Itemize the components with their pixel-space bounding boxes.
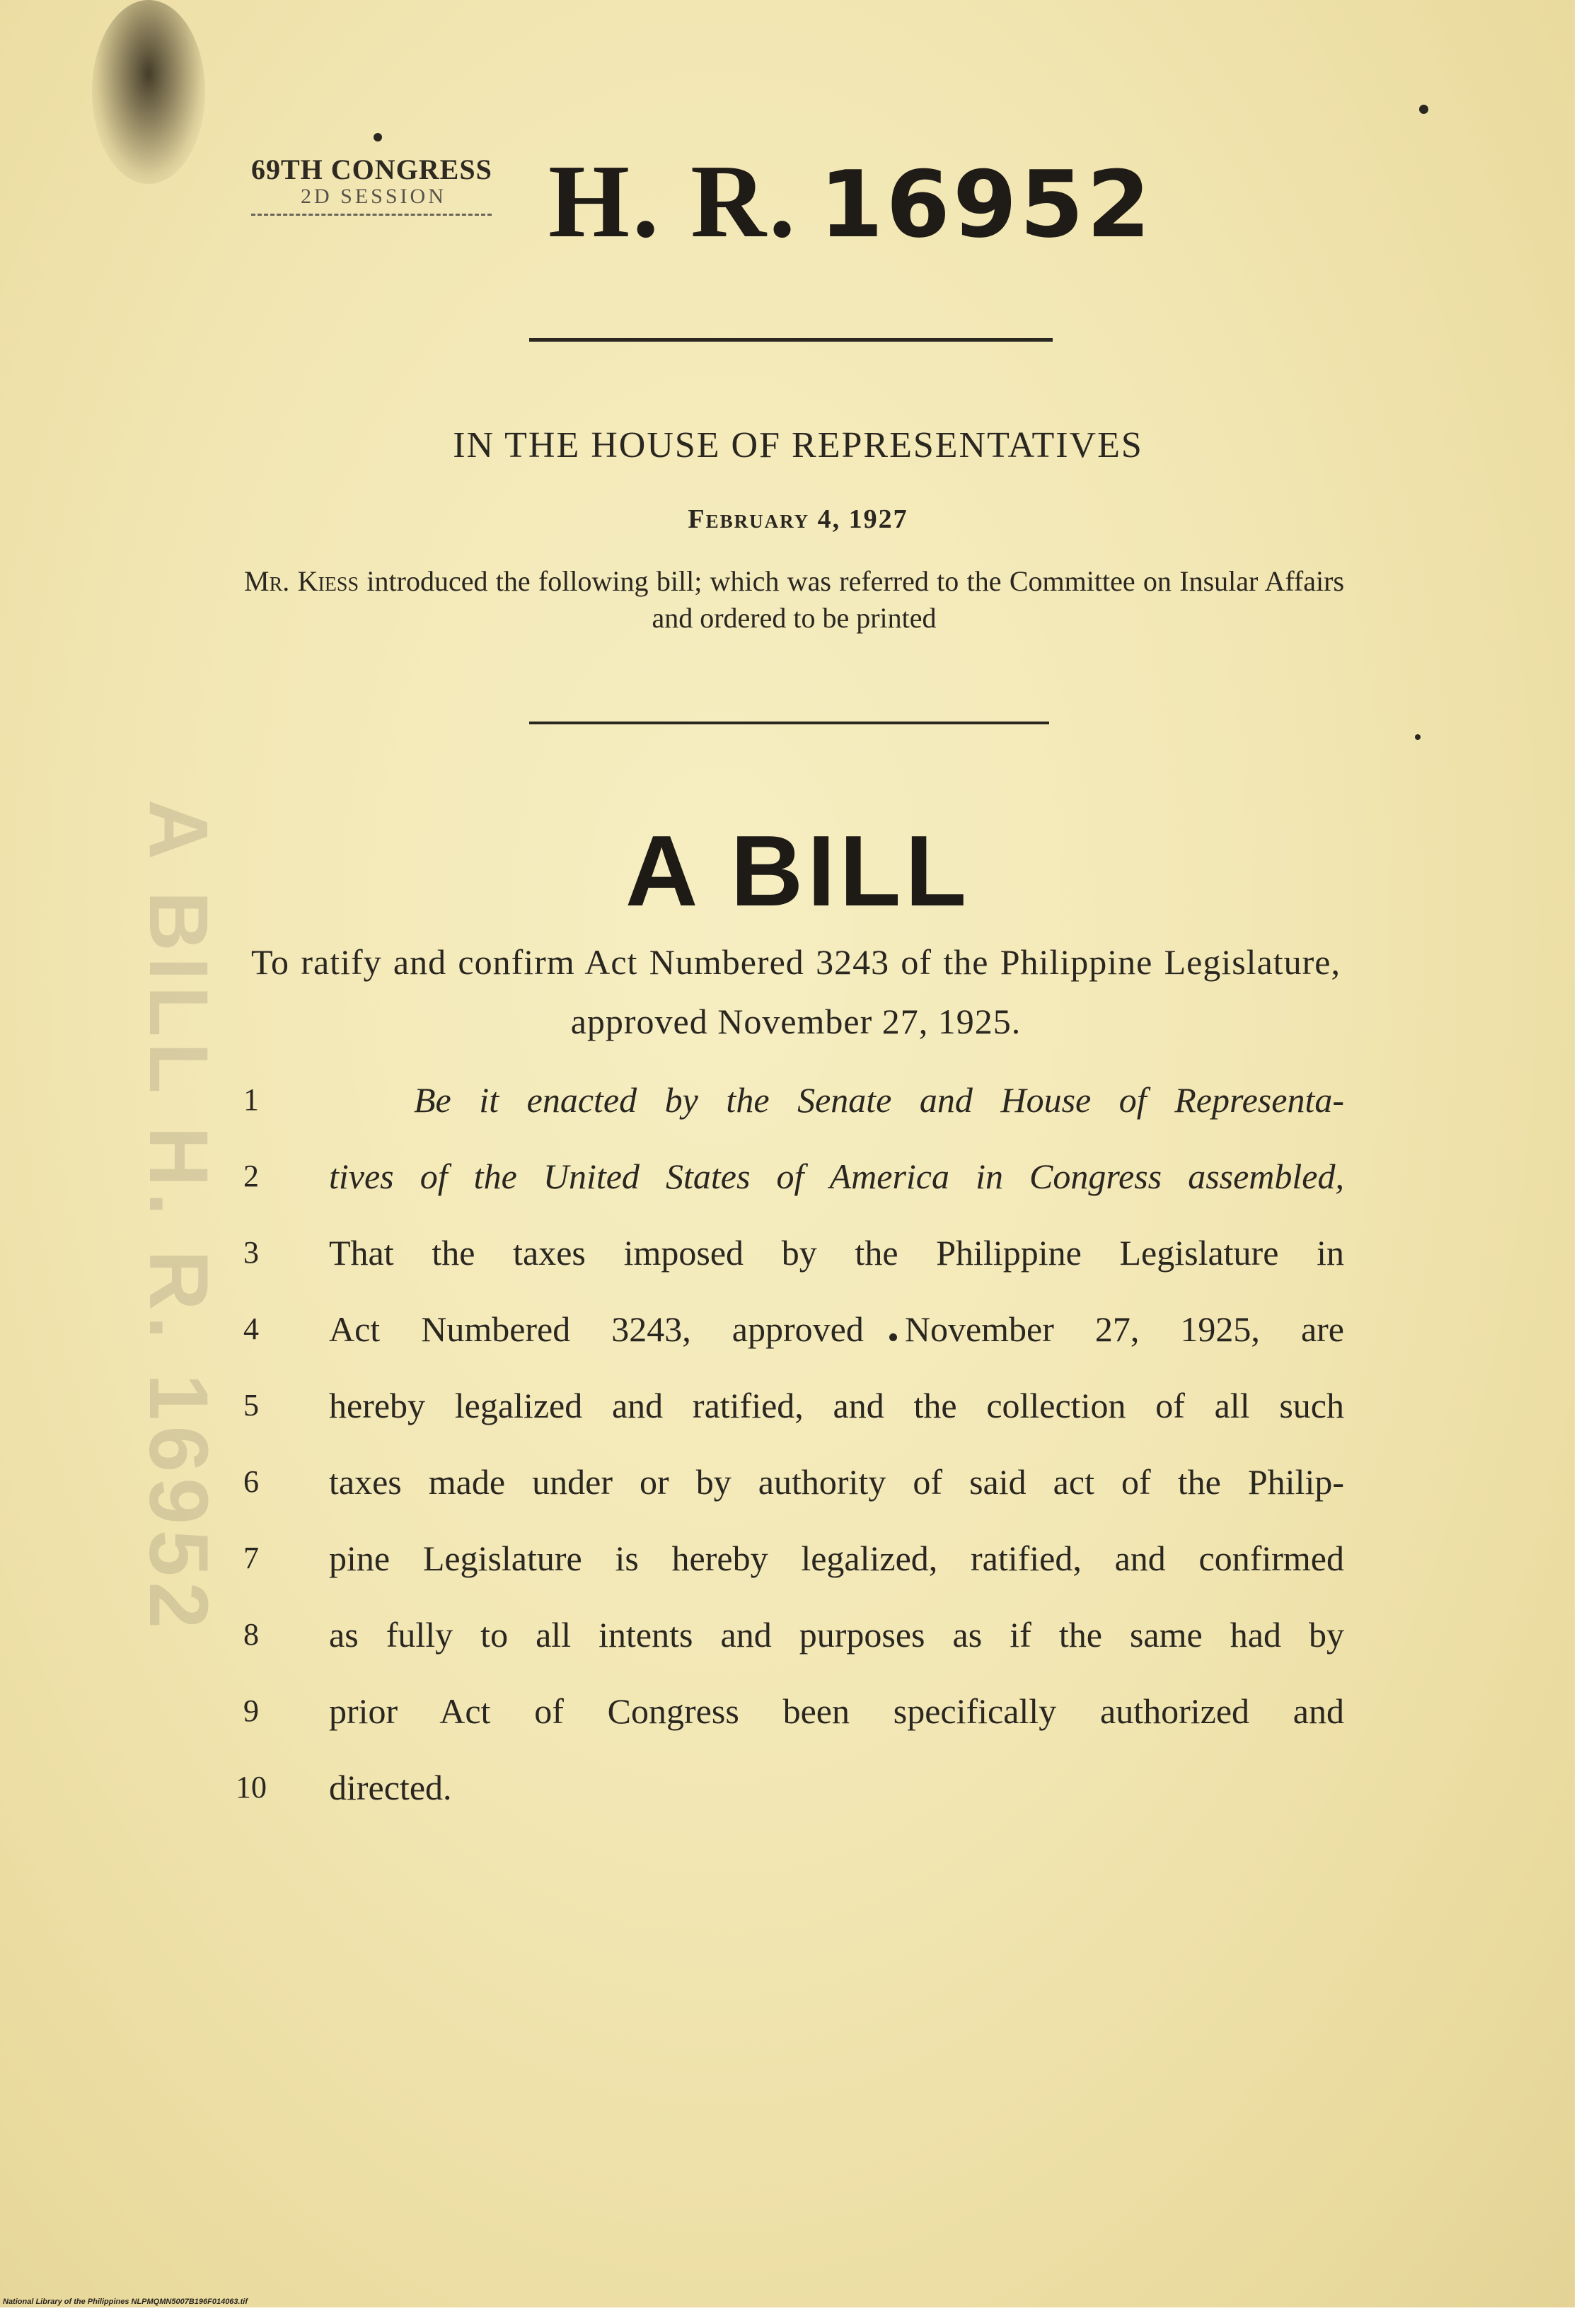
line-number: 3 (243, 1235, 259, 1270)
line-text: taxes made under or by authority of said act of the Philip- (329, 1462, 1344, 1502)
line-number: 10 (236, 1770, 267, 1804)
congress-label: 69TH CONGRESS (251, 153, 492, 185)
bill-line (212, 1457, 1344, 1514)
bill-line (212, 1534, 1344, 1590)
session-label: 2D SESSION (301, 185, 446, 208)
chamber-heading: IN THE HOUSE OF REPRESENTATIVES (453, 425, 1143, 465)
ink-speck (1419, 105, 1428, 114)
bill-title: To ratify and confirm Act Numbered 3243 of the Philippine Legislature, approved November 27, 1925. (251, 942, 1341, 1041)
line-text: prior Act of Congress been specifically authorized and (329, 1691, 1344, 1731)
ink-stain (92, 0, 205, 184)
line-number: 6 (243, 1464, 259, 1499)
line-number: 9 (243, 1693, 259, 1728)
congress-session-block (251, 154, 506, 216)
line-number: 4 (243, 1311, 259, 1346)
scan-margin-right (1575, 0, 1596, 2323)
line-number: 8 (243, 1617, 259, 1652)
line-text: Be it enacted by the Senate and House of Representa- (414, 1080, 1344, 1120)
line-text: pine Legislature is hereby legalized, ratified, and confirmed (329, 1539, 1344, 1578)
congress-divider (251, 214, 492, 216)
line-number: 2 (243, 1159, 259, 1193)
line-text: tives of the United States of America in Congress assembled, (329, 1157, 1344, 1196)
line-text: as fully to all intents and purposes as if the same had by (329, 1615, 1344, 1655)
bill-line (212, 1075, 1344, 1132)
line-number: 5 (243, 1388, 259, 1423)
bill-line (212, 1381, 1344, 1437)
ink-speck (1415, 734, 1421, 740)
line-text: Act Numbered 3243, approved November 27, 1925, are (329, 1309, 1344, 1349)
line-number: 1 (243, 1082, 259, 1117)
bill-heading: A BILL (625, 815, 971, 927)
line-text: hereby legalized and ratified, and the collection of all such (329, 1386, 1344, 1425)
bleed-through-text: A BILL H. R. 16952 (132, 799, 225, 1635)
bill-line (212, 1686, 1344, 1743)
bill-line (212, 1763, 1344, 1819)
bill-prefix: H. R. (548, 144, 798, 260)
line-text: That the taxes imposed by the Philippine Legislature in (329, 1233, 1344, 1273)
bill-number (548, 141, 1153, 265)
introduction-date: February 4, 1927 (688, 504, 908, 534)
bill-line (212, 1610, 1344, 1667)
introduction-paragraph (244, 563, 1344, 637)
intro-divider (529, 722, 1049, 724)
introduction-text: introduced the following bill; which was referred to the Committee on Insular Affairs and ordered to be printed (366, 565, 1345, 634)
header-divider (529, 338, 1053, 342)
line-number: 7 (243, 1541, 259, 1575)
scan-footer: National Library of the Philippines NLPMQMN5007B196F014063.tif (3, 2298, 248, 2306)
bill-line (212, 1152, 1344, 1208)
sponsor-name: Mr. Kiess (244, 565, 359, 597)
line-text: directed. (329, 1768, 452, 1807)
bill-line (212, 1304, 1344, 1361)
ink-speck (374, 133, 382, 141)
scan-margin-bottom (0, 2307, 1596, 2323)
bill-digits: 16952 (819, 151, 1154, 258)
bill-line (212, 1228, 1344, 1285)
